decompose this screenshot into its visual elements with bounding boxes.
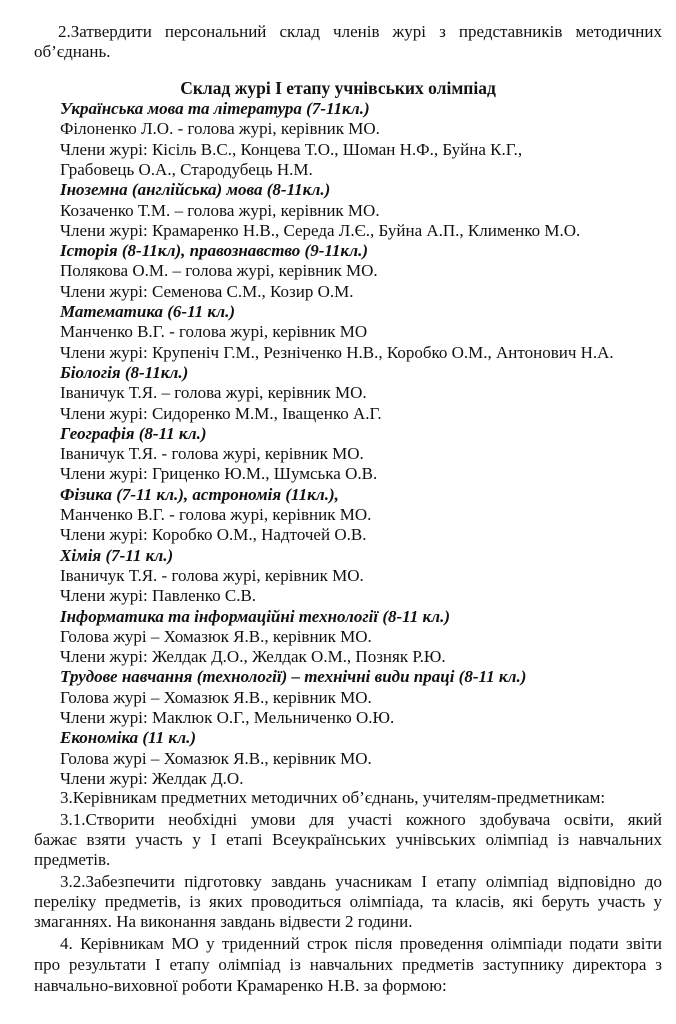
jury-head-line: Голова журі – Хомазюк Я.В., керівник МО. [60, 626, 372, 646]
subject-heading: Біологія (8-11кл.) [60, 362, 189, 382]
section3-paragraph-line: предметів. [34, 850, 111, 869]
jury-head-line: Манченко В.Г. - голова журі, керівник МО. [60, 505, 372, 524]
section4-line: про результати I етапу олімпіад із навчальних предметів заступнику директора з [34, 955, 662, 974]
subject-heading: Іноземна (англійська) мова (8-11кл.) [60, 180, 331, 200]
subject-heading: Економіка (11 кл.) [60, 728, 196, 748]
section3-paragraph-line: 3.1.Створити необхідні умови для участі кожного здобувача освіти, який [60, 810, 662, 829]
subject-heading: Трудове навчання (технології) – технічні види праці (8-11 кл.) [60, 667, 527, 687]
jury-title: Склад журі I етапу учнівських олімпіад [180, 78, 496, 98]
jury-head-line: Іваничук Т.Я. - голова журі, керівник МО. [60, 565, 364, 585]
section3-heading: 3.Керівникам предметних методичних об’єднань, учителям-предметникам: [60, 788, 606, 807]
subject-heading: Хімія (7-11 кл.) [60, 545, 174, 565]
subject-heading: Фізика (7-11 кл.), астрономія (11кл.), [60, 484, 339, 504]
jury-members-line: Члени журі: Желдак Д.О. [60, 768, 244, 788]
subject-heading: Математика (6-11 кл.) [60, 302, 235, 321]
jury-head-line: Іваничук Т.Я. – голова журі, керівник МО. [60, 383, 367, 403]
jury-head-line: Козаченко Т.М. – голова журі, керівник МО. [60, 200, 380, 220]
intro-line: 2.Затвердити персональний склад членів журі з представників методичних [58, 22, 662, 41]
jury-members-line: Члени журі: Крамаренко Н.В., Середа Л.Є., Буйна А.П., Клименко М.О. [60, 220, 581, 240]
jury-head-line: Голова журі – Хомазюк Я.В., керівник МО. [60, 687, 372, 707]
jury-members-line: Члени журі: Коробко О.М., Надточей О.В. [60, 525, 367, 545]
subject-heading: Історія (8-11кл), правознавство (9-11кл.) [60, 241, 369, 261]
jury-members-line: Члени журі: Желдак Д.О., Желдак О.М., Позняк Р.Ю. [60, 647, 446, 667]
jury-head-line: Голова журі – Хомазюк Я.В., керівник МО. [60, 748, 372, 768]
jury-members-line: Члени журі: Павленко С.В. [60, 586, 257, 606]
subject-heading: Географія (8-11 кл.) [60, 423, 207, 443]
jury-head-line: Полякова О.М. – голова журі, керівник МО. [60, 261, 378, 281]
section3-paragraph-line: бажає взяти участь у I етапі Всеукраїнських учнівських олімпіад із навчальних [34, 830, 662, 849]
section3-paragraph-line: 3.2.Забезпечити підготовку завдань учасникам I етапу олімпіад відповідно до [60, 872, 662, 891]
jury-members-line: Члени журі: Кісіль В.С., Концева Т.О., Шоман Н.Ф., Буйна К.Г., [60, 139, 523, 159]
jury-head-line: Манченко В.Г. - голова журі, керівник МО [60, 322, 368, 342]
jury-head-line: Іваничук Т.Я. - голова журі, керівник МО. [60, 444, 364, 464]
jury-members-line: Члени журі: Крупеніч Г.М., Резніченко Н.В., Коробко О.М., Антонович Н.А. [60, 342, 614, 362]
subject-heading: Українська мова та література (7-11кл.) [60, 99, 370, 118]
section3-paragraph-line: переліку предметів, із яких проводиться олімпіада, та класів, які беруть участь у [34, 892, 662, 911]
jury-members-line: Члени журі: Семенова С.М., Козир О.М. [60, 281, 354, 301]
jury-head-line: Філоненко Л.О. - голова журі, керівник МО. [60, 119, 380, 139]
section4-line: 4. Керівникам МО у триденний строк після проведення олімпіади подати звіти [60, 934, 662, 953]
section4-line: навчально-виховної роботи Крамаренко Н.В. за формою: [34, 976, 447, 995]
jury-members-line: Члени журі: Сидоренко М.М., Іващенко А.Г. [60, 403, 382, 423]
jury-members-line: Члени журі: Гриценко Ю.М., Шумська О.В. [60, 464, 378, 484]
section3-paragraph-line: змаганнях. На виконання завдань відвести 2 години. [34, 912, 413, 931]
jury-members-line: Члени журі: Маклюк О.Г., Мельниченко О.Ю. [60, 708, 395, 727]
jury-members-line: Грабовець О.А., Стародубець Н.М. [60, 159, 313, 179]
subject-heading: Інформатика та інформаційні технології (8-11 кл.) [60, 606, 451, 626]
intro-line: об’єднань. [34, 42, 111, 61]
